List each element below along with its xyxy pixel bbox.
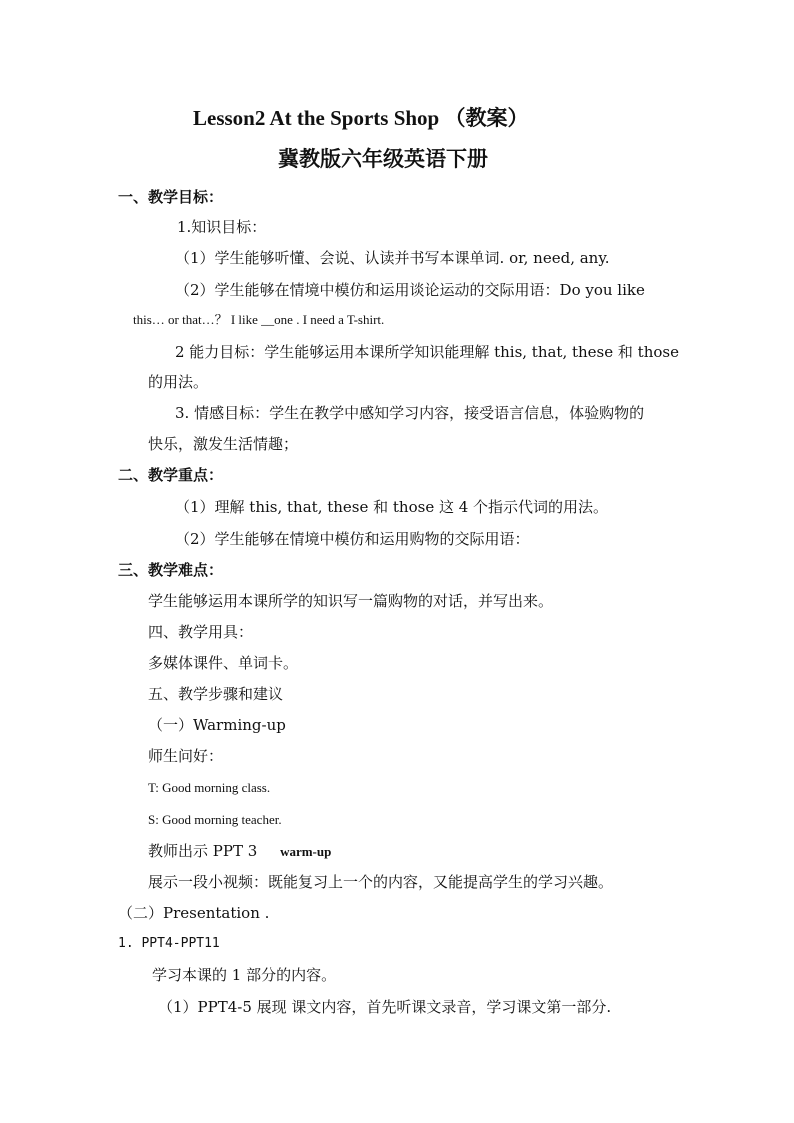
ppt-warm-up-prefix: 教师出示 PPT 3 bbox=[148, 842, 258, 860]
knowledge-item-2-continued: this… or that…？ I like __one . I need a T-shirt. bbox=[133, 312, 385, 327]
ppt-range: 1. PPT4-PPT11 bbox=[118, 936, 220, 951]
ppt-warm-up-label: warm-up bbox=[280, 844, 332, 859]
teaching-tools-heading: 四、教学用具： bbox=[148, 623, 254, 641]
knowledge-objective: 1.知识目标： bbox=[177, 218, 267, 236]
video-description: 展示一段小视频：既能复习上一个的内容，又能提高学生的学习兴趣。 bbox=[148, 873, 614, 891]
difficult-point: 学生能够运用本课所学的知识写一篇购物的对话，并写出来。 bbox=[148, 592, 554, 610]
ppt-text-presentation: （1）PPT4-5 展现 课文内容，首先听课文录音，学习课文第一部分. bbox=[158, 998, 612, 1016]
difficult-points-heading: 三、教学难点： bbox=[118, 561, 224, 579]
emotion-objective-continued: 快乐，激发生活情趣； bbox=[148, 435, 299, 453]
greeting-label: 师生问好： bbox=[148, 747, 224, 765]
ppt-warm-up-line bbox=[148, 844, 331, 859]
key-points-heading: 二、教学重点： bbox=[118, 466, 224, 484]
ability-objective-continued: 的用法。 bbox=[148, 373, 209, 391]
ability-objective: 2 能力目标：学生能够运用本课所学知识能理解 this, that, these 和 those bbox=[175, 343, 679, 361]
knowledge-item-1: （1）学生能够听懂、会说、认读并书写本课单词. or, need, any. bbox=[175, 249, 610, 267]
lesson-part: 学习本课的 1 部分的内容。 bbox=[152, 966, 337, 984]
objectives-heading: 一、教学目标： bbox=[118, 188, 224, 206]
key-point-2: （2）学生能够在情境中模仿和运用购物的交际用语： bbox=[175, 530, 530, 548]
teacher-greeting: T: Good morning class. bbox=[148, 780, 271, 795]
key-point-1: （1）理解 this, that, these 和 those 这 4 个指示代词的用法。 bbox=[175, 498, 609, 516]
warming-up-step: （一）Warming-up bbox=[148, 716, 286, 734]
knowledge-item-2: （2）学生能够在情境中模仿和运用谈论运动的交际用语：Do you like bbox=[175, 281, 645, 299]
teaching-steps-heading: 五、教学步骤和建议 bbox=[148, 685, 284, 703]
presentation-step: （二）Presentation . bbox=[118, 904, 270, 922]
lesson-title: Lesson2 At the Sports Shop （教案） bbox=[193, 106, 529, 130]
teaching-tools: 多媒体课件、单词卡。 bbox=[148, 654, 299, 672]
student-greeting: S: Good morning teacher. bbox=[148, 812, 282, 827]
emotion-objective: 3. 情感目标：学生在教学中感知学习内容，接受语言信息，体验购物的 bbox=[175, 404, 645, 422]
book-subtitle: 冀教版六年级英语下册 bbox=[278, 146, 488, 171]
